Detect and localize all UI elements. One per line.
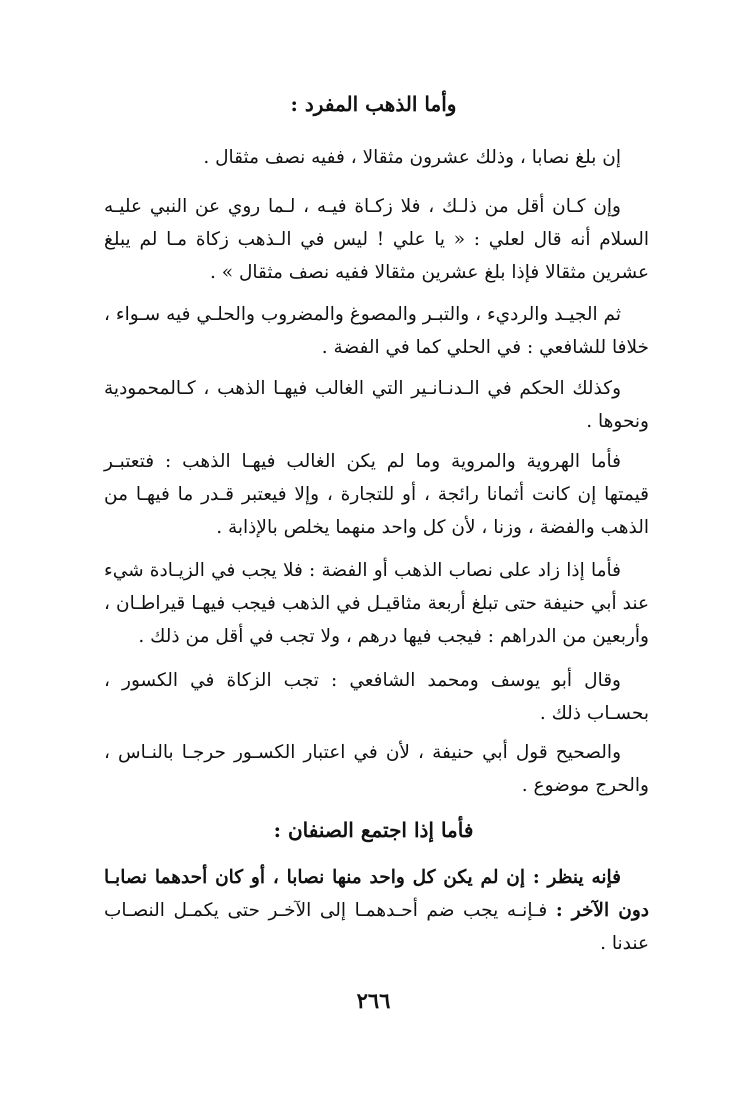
- paragraph-9-bold: فإنه ينظر : إن لم يكن كل واحد منها نصابا ، أو كان أحدهما نصابـا دون الآخر :: [104, 867, 650, 921]
- paragraph-9-rest: فـإنـه يجب ضم أحـدهمـا إلى الآخـر حتى يكمـل النصـاب عندنا .: [104, 900, 649, 954]
- paragraph-1: إن بلغ نصابا ، وذلك عشرون مثقالا ، ففيه نصف مثقال .: [203, 147, 621, 168]
- section-heading-gold: وأما الذهب المفرد :: [290, 92, 457, 116]
- page-number: ٢٦٦: [356, 988, 391, 1013]
- paragraph-3: ثم الجيـد والرديء ، والتبـر والمصوغ والمضروب والحلـي فيه سـواء ، خلافا للشافعي : في الحلي كما في الفضة .: [104, 304, 649, 358]
- paragraph-9: [104, 861, 649, 960]
- paragraph-8: والصحيح قول أبي حنيفة ، لأن في اعتبار الكسـور حرجـا بالنـاس ، والحرج موضوع .: [104, 742, 649, 796]
- paragraph-7: وقال أبو يوسف ومحمد الشافعي : تجب الزكاة في الكسور ، بحسـاب ذلك .: [104, 670, 649, 724]
- paragraph-5: فأما الهروية والمروية وما لم يكن الغالب فيهـا الذهب : فتعتبـر قيمتها إن كانت أثمانا رائجة ، أو للتجارة ، وإلا فيعتبر قـدر ما فيهـا من الذهب والفضة ، وزنا ، لأن كل واحد منهما يخلص بالإذابة .: [104, 451, 649, 538]
- paragraph-2: وإن كـان أقل من ذلـك ، فلا زكـاة فيـه ، لـما روي عن النبي عليـه السلام أنه قال لعلي : « يا علي ! ليس في الـذهب زكاة مـا لم يبلغ عشرين مثقالا فإذا بلغ عشرين مثقالا ففيه نصف مثقال » .: [104, 196, 649, 283]
- section-heading-both: فأما إذا اجتمع الصنفان :: [273, 818, 474, 842]
- paragraph-4: وكذلك الحكم في الـدنـانـير التي الغالب فيهـا الذهب ، كـالمحمودية ونحوها .: [104, 378, 649, 432]
- paragraph-6: فأما إذا زاد على نصاب الذهب أو الفضة : فلا يجب في الزيـادة شيء عند أبي حنيفة حتى تبلغ أربعة مثاقيـل في الذهب فيجب فيهـا قيراطـان ، وأربعين من الدراهم : فيجب فيها درهم ، ولا تجب في أقل من ذلك .: [104, 560, 649, 647]
